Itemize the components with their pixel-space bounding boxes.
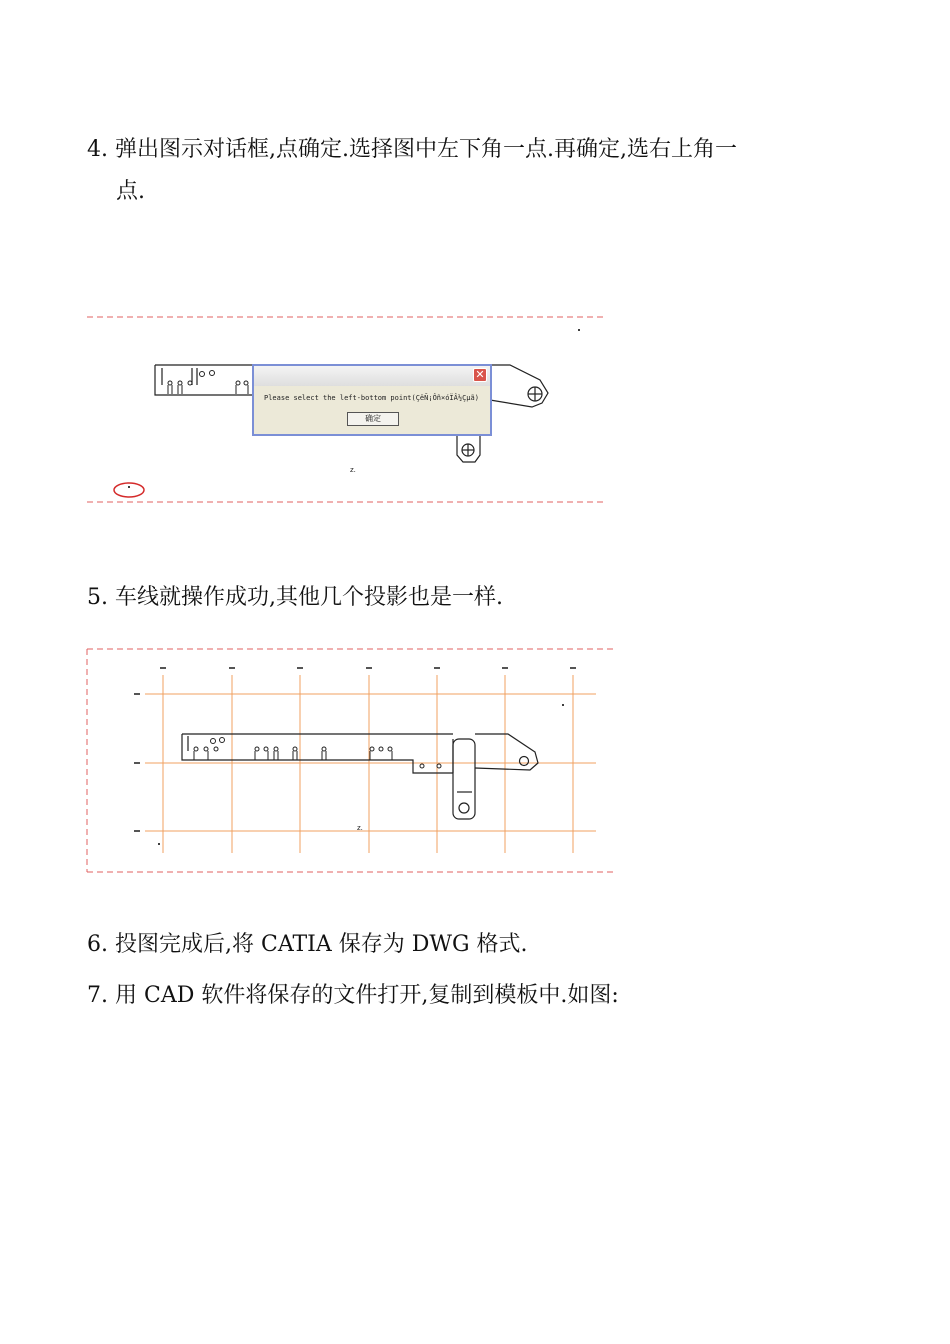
step-number: 4. [87, 137, 108, 162]
hole-features [168, 371, 248, 395]
step-text: 弹出图示对话框,点确定.选择图中左下角一点.再确定,选右上角一 [115, 137, 737, 162]
step-number: 7. [87, 983, 108, 1008]
projected-part [182, 734, 538, 819]
corner-point [578, 329, 580, 331]
corner-point-2 [562, 704, 564, 706]
step-4 [87, 129, 867, 213]
projection-grid [145, 675, 596, 853]
step-text: 车线就操作成功,其他几个投影也是一样. [115, 585, 503, 610]
origin-point-2 [158, 843, 160, 845]
projected-holes [194, 738, 441, 769]
step-text: 投图完成后,将 CATIA 保存为 DWG 格式. [115, 932, 528, 957]
dialog-message: Please select the left-bottom point(ÇëÑ¡Ôñ×óÏÂ½Çµã) [264, 394, 479, 402]
select-point-dialog [252, 364, 492, 436]
step-6 [87, 924, 867, 966]
highlight-ellipse [114, 483, 144, 497]
selected-point [128, 486, 130, 488]
step-number: 6. [87, 932, 108, 957]
axis-mark-2: z. [357, 824, 363, 832]
ok-button[interactable]: 确定 [347, 412, 399, 426]
figure2-frame [87, 649, 617, 872]
dialog-title-bar[interactable] [254, 366, 490, 386]
step-5 [87, 577, 867, 619]
step-7 [87, 975, 867, 1017]
grid-tick-marks [134, 667, 576, 832]
step-text: 用 CAD 软件将保存的文件打开,复制到模板中.如图: [115, 983, 619, 1008]
close-icon[interactable]: ✕ [473, 368, 487, 382]
step-number: 5. [87, 585, 108, 610]
axis-mark: z. [350, 466, 356, 474]
step-text-continued: 点. [116, 179, 145, 204]
